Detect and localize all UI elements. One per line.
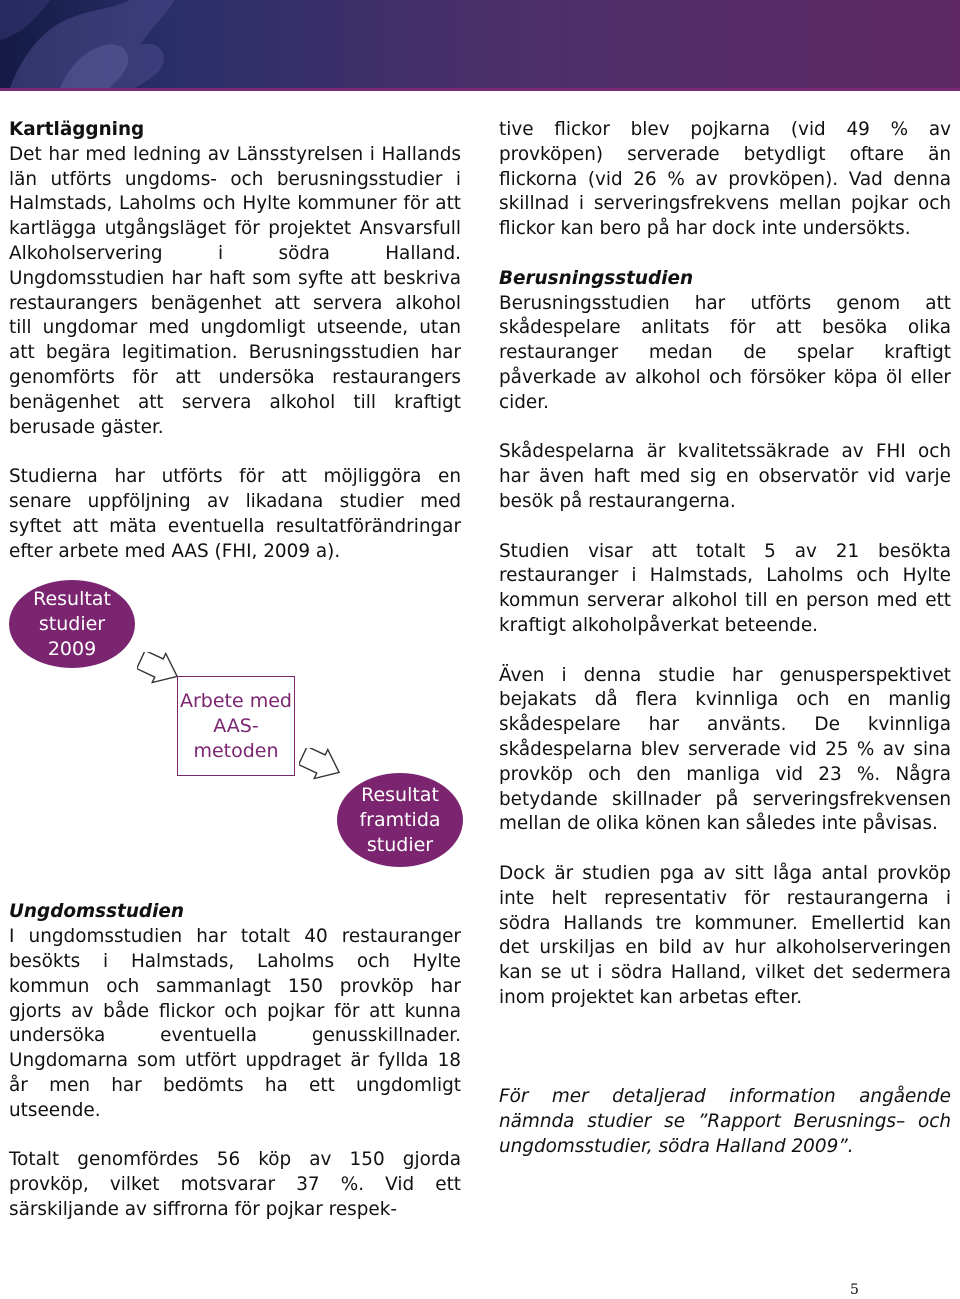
right-column bbox=[499, 118, 951, 1159]
paragraph: Även i denna studie har genusperspektivet bejakats då flera kvinnliga och en manlig skådespelare har använts. De kvinnliga skådespelarna blev serverade vid 25 % av sina provköp och den manliga vid 23 %. Några betydande skillnader på serveringsfrekvensen mellan de olika könen kan således inte påvisas. bbox=[499, 664, 951, 835]
paragraph: Det har med ledning av Länsstyrelsen i Hallands län utförts ungdoms- och berusningsstudier i Halmstads, Laholms och Hylte kommuner för att kartlägga utgångsläget för projektet Ansvarsfull Alkoholservering i södra Halland. Ungdomsstudien har haft som syfte att beskriva restaurangers benägenhet att servera alkohol till ungdomar med ungdomligt utseende, utan att begära legitimation. Berusningsstudien har genomförts för att undersöka restaurangers benägenhet att servera alkohol till kraftigt berusade gäster. bbox=[9, 143, 461, 438]
paragraph: Studierna har utförts för att möjliggöra en senare uppföljning av likadana studier med syftet att mäta eventuella resultatförändringar efter arbete med AAS (FHI, 2009 a). bbox=[9, 466, 461, 562]
left-column bbox=[9, 118, 461, 1223]
info-reference: För mer detaljerad information angående nämnda studier se ”Rapport Berusnings– och ungdomsstudier, södra Halland 2009”. bbox=[499, 1086, 951, 1157]
page-number: 5 bbox=[850, 1282, 859, 1298]
paragraph: I ungdomsstudien har totalt 40 restauranger besökts i Halmstads, Laholms och Hylte kommun och sammanlagt 150 provköp har gjorts av både flickor och pojkar för att kunna undersöka eventuella genusskillnader. Ungdomarna som utfört uppdraget är fyllda 18 år men har bedömts ha ett ungdomligt utseende. bbox=[9, 926, 461, 1121]
paragraph: Totalt genomfördes 56 köp av 150 gjorda provköp, vilket motsvarar 37 %. Vid ett särskiljande av siffrorna för pojkar respek- bbox=[9, 1149, 461, 1220]
paragraph: Studien visar att totalt 5 av 21 besökta restauranger i Halmstads, Laholms och Hylte kommun serverar alkohol till en person med ett kraftigt alkoholpåverkat beteende. bbox=[499, 540, 951, 636]
process-diagram bbox=[9, 580, 461, 900]
paragraph: tive flickor blev pojkarna (vid 49 % av provköpen) serverade betydligt oftare än flickorna (vid 26 % av provköpen). Vad denna skillnad i serveringsfrekvens mellan pojkar och flickor kan bero på har dock inte undersökts. bbox=[499, 119, 951, 240]
section-title-berusningsstudien: Berusningsstudien bbox=[499, 267, 694, 289]
arrow-right-icon bbox=[299, 748, 345, 784]
diagram-step-aas-work: Arbete med AAS- metoden bbox=[177, 676, 295, 776]
lion-emblem-icon bbox=[0, 0, 960, 88]
diagram-step-results-2009: Resultat studier 2009 bbox=[9, 580, 135, 668]
section-title-kartlaggning: Kartläggning bbox=[9, 119, 145, 140]
header-banner bbox=[0, 0, 960, 88]
diagram-step-future-results: Resultat framtida studier bbox=[337, 773, 463, 867]
paragraph: Skådespelarna är kvalitetssäkrade av FHI och har även haft med sig en observatör vid varje besök på restaurangerna. bbox=[499, 441, 951, 512]
paragraph: Dock är studien pga av sitt låga antal provköp inte helt representativ för restaurangerna i södra Hallands tre kommuner. Emellertid kan det urskiljas en bild av hur alkoholserveringen kan se ut i södra Halland, vilket det sedermera inom projektet kan arbetas efter. bbox=[499, 862, 951, 1008]
paragraph: Berusningsstudien har utförts genom att skådespelare anlitats för att besöka olika restauranger medan de spelar kraftigt påverkade av alkohol och försöker köpa öl eller cider. bbox=[499, 292, 951, 413]
header-divider bbox=[0, 88, 960, 91]
section-title-ungdomsstudien: Ungdomsstudien bbox=[9, 901, 184, 923]
